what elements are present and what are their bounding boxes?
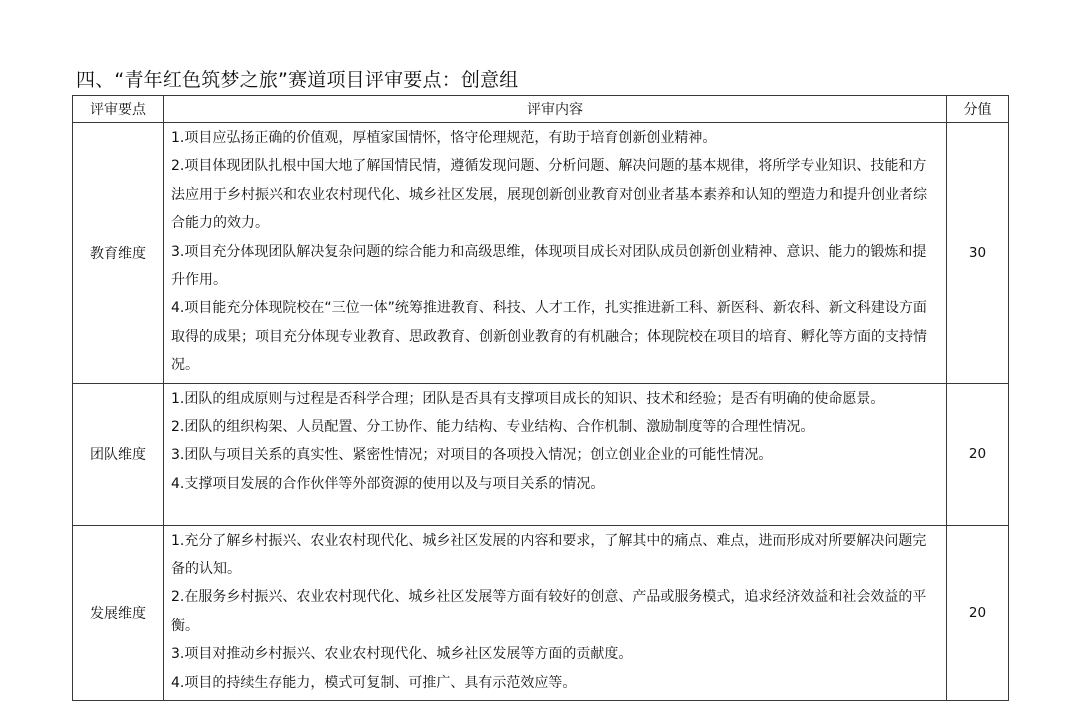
content-item: 3.项目对推动乡村振兴、农业农村现代化、城乡社区发展等方面的贡献度。: [171, 646, 633, 663]
content-item: 1.项目应弘扬正确的价值观，厚植家国情怀，恪守伦理规范，有助于培育创新创业精神。: [171, 130, 717, 146]
content-cell: [164, 525, 947, 700]
header-content: 评审内容: [164, 96, 947, 123]
criteria-cell: 发展维度: [73, 525, 164, 700]
content-item: 4.支撑项目发展的合作伙伴等外部资源的使用以及与项目关系的情况。: [171, 475, 605, 492]
score-cell: 20: [947, 525, 1009, 700]
score-cell: 20: [947, 383, 1009, 525]
content-item: 1.团队的组成原则与过程是否科学合理；团队是否具有支撑项目成长的知识、技术和经验；是否有明确的使命愿景。: [171, 390, 885, 407]
content-item: 3.项目充分体现团队解决复杂问题的综合能力和高级思维，体现项目成长对团队成员创新创业精神、意识、能力的锻炼和提升作用。: [171, 243, 927, 289]
content-item: 1.充分了解乡村振兴、农业农村现代化、城乡社区发展的内容和要求，了解其中的痛点、难点，进而形成对所要解决问题完备的认知。: [171, 532, 927, 578]
content-item: 2.团队的组织构架、人员配置、分工协作、能力结构、专业结构、合作机制、激励制度等的合理性情况。: [171, 419, 815, 436]
content-item: 4.项目能充分体现院校在“三位一体”统筹推进教育、科技、人才工作，扎实推进新工科、新医科、新农科、新文科建设方面取得的成果；项目充分体现专业教育、思政教育、创新创业教育的有机融合；体现院校在项目的培育、孵化等方面的支持情况。: [171, 300, 927, 374]
content-item: 2.在服务乡村振兴、农业农村现代化、城乡社区发展等方面有较好的创意、产品或服务模式，追求经济效益和社会效益的平衡。: [171, 589, 927, 634]
header-criteria: 评审要点: [73, 96, 164, 123]
criteria-cell: 教育维度: [73, 123, 164, 384]
table-header-row: [73, 96, 1009, 123]
content-item: 3.团队与项目关系的真实性、紧密性情况；对项目的各项投入情况；创立创业企业的可能性情况。: [171, 447, 773, 464]
header-score: 分值: [947, 96, 1009, 123]
content-item: 2.项目体现团队扎根中国大地了解国情民情，遵循发现问题、分析问题、解决问题的基本规律，将所学专业知识、技能和方法应用于乡村振兴和农业农村现代化、城乡社区发展，展现创新创业教育对创业者基本素养和认知的塑造力和提升创业者综合能力的效力。: [171, 158, 927, 232]
criteria-table: [72, 95, 1009, 701]
section-title: 四、“青年红色筑梦之旅”赛道项目评审要点：创意组: [76, 69, 519, 91]
content-item: 4.项目的持续生存能力，模式可复制、可推广、具有示范效应等。: [171, 674, 577, 691]
content-cell: [164, 123, 947, 384]
table-row-education: [73, 123, 1009, 384]
table-row-development: [73, 525, 1009, 700]
content-cell: [164, 383, 947, 525]
table-row-team: [73, 383, 1009, 525]
score-cell: 30: [947, 123, 1009, 384]
criteria-cell: 团队维度: [73, 383, 164, 525]
